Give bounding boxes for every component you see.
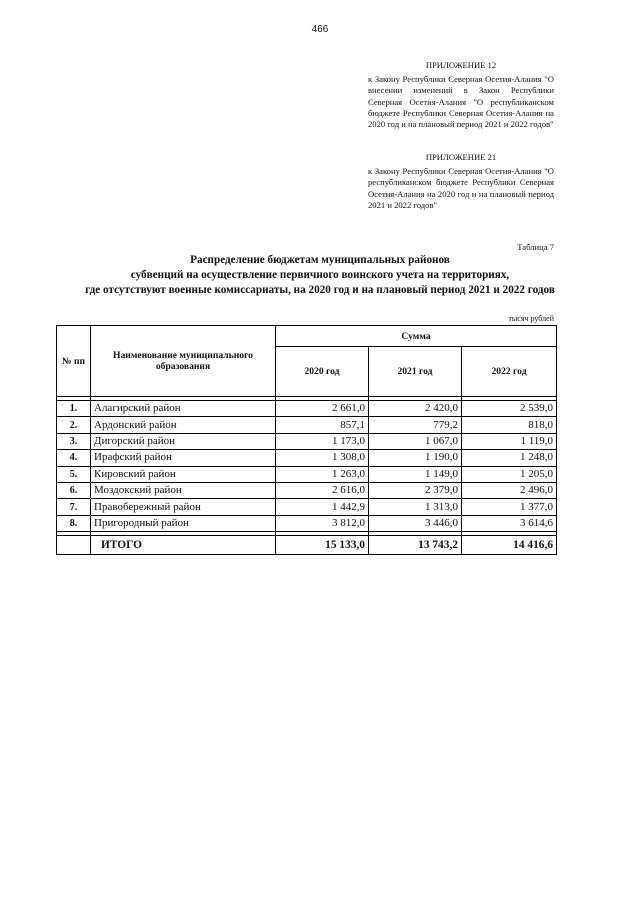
table-row (57, 417, 557, 433)
row-number: 1. (57, 401, 91, 417)
page-number: 466 (311, 24, 329, 35)
value-2022: 1 205,0 (462, 466, 557, 482)
table-row (57, 401, 557, 417)
header-year-2022: 2022 год (462, 347, 557, 397)
title-line-1: Распределение бюджетам муниципальных районов (190, 254, 450, 266)
municipality-name: Дигорский район (91, 433, 276, 449)
municipality-name: Моздокский район (91, 482, 276, 498)
value-2022: 2 496,0 (462, 482, 557, 498)
row-number: 4. (57, 450, 91, 466)
value-2021: 3 446,0 (369, 515, 462, 531)
header-year-2021: 2021 год (369, 347, 462, 397)
units-label: тысяч рублей (508, 314, 554, 323)
header-sum: Сумма (276, 326, 557, 347)
annex-21-title: ПРИЛОЖЕНИЕ 21 (425, 152, 497, 162)
municipality-name: Ардонский район (91, 417, 276, 433)
value-2022: 818,0 (462, 417, 557, 433)
municipality-name: Пригородный район (91, 515, 276, 531)
row-number: 7. (57, 499, 91, 515)
row-number: 5. (57, 466, 91, 482)
annex-21-block (368, 152, 554, 211)
row-number: 3. (57, 433, 91, 449)
value-2020: 1 442,9 (276, 499, 369, 515)
row-number: 6. (57, 482, 91, 498)
value-2020: 2 616,0 (276, 482, 369, 498)
table-number: Таблица 7 (517, 242, 554, 252)
subvention-table (56, 325, 557, 555)
value-2020: 857,1 (276, 417, 369, 433)
table-row (57, 515, 557, 531)
value-2021: 1 067,0 (369, 433, 462, 449)
value-2022: 1 248,0 (462, 450, 557, 466)
value-2020: 1 308,0 (276, 450, 369, 466)
value-2021: 2 379,0 (369, 482, 462, 498)
municipality-name: Алагирский район (91, 401, 276, 417)
annex-12-block (368, 60, 554, 130)
total-row (57, 536, 557, 555)
value-2022: 1 119,0 (462, 433, 557, 449)
value-2022: 3 614,6 (462, 515, 557, 531)
value-2020: 3 812,0 (276, 515, 369, 531)
value-2021: 2 420,0 (369, 401, 462, 417)
header-municipality: Наименование муниципального образования (91, 326, 276, 397)
title-line-3: где отсутствуют военные комиссариаты, на 2020 год и на плановый период 2021 и 2022 годов (85, 284, 555, 296)
document-title (40, 253, 600, 298)
row-number: 8. (57, 515, 91, 531)
annex-21-text: к Закону Республики Северная Осетия-Алания "О республиканском бюджете Республики Северная Осетия-Алания на 2020 год и на плановый период 2021 и 2022 годов" (368, 166, 554, 210)
table-row (57, 466, 557, 482)
value-2021: 779,2 (369, 417, 462, 433)
value-2022: 2 539,0 (462, 401, 557, 417)
annex-12-title: ПРИЛОЖЕНИЕ 12 (425, 60, 497, 70)
total-label: ИТОГО (91, 536, 276, 555)
header-number: № пп (57, 326, 91, 397)
total-2020: 15 133,0 (276, 536, 369, 555)
total-number-cell (57, 536, 91, 555)
value-2022: 1 377,0 (462, 499, 557, 515)
value-2021: 1 149,0 (369, 466, 462, 482)
municipality-name: Кировский район (91, 466, 276, 482)
value-2021: 1 190,0 (369, 450, 462, 466)
row-number: 2. (57, 417, 91, 433)
total-2022: 14 416,6 (462, 536, 557, 555)
total-2021: 13 743,2 (369, 536, 462, 555)
table-row (57, 482, 557, 498)
municipality-name: Правобережный район (91, 499, 276, 515)
annex-12-text: к Закону Республики Северная Осетия-Алания "О внесении изменений в Закон Республики Северная Осетия-Алания "О республиканском бюджете Республики Северная Осетия-Алания на 2020 год и на плановый период 2021 и 2022 годов" (368, 74, 554, 130)
table-row (57, 450, 557, 466)
value-2020: 1 263,0 (276, 466, 369, 482)
header-year-2020: 2020 год (276, 347, 369, 397)
title-line-2: субвенций на осуществление первичного воинского учета на территориях, (130, 269, 510, 281)
value-2020: 2 661,0 (276, 401, 369, 417)
value-2020: 1 173,0 (276, 433, 369, 449)
value-2021: 1 313,0 (369, 499, 462, 515)
municipality-name: Ирафский район (91, 450, 276, 466)
table-row (57, 433, 557, 449)
table-row (57, 499, 557, 515)
